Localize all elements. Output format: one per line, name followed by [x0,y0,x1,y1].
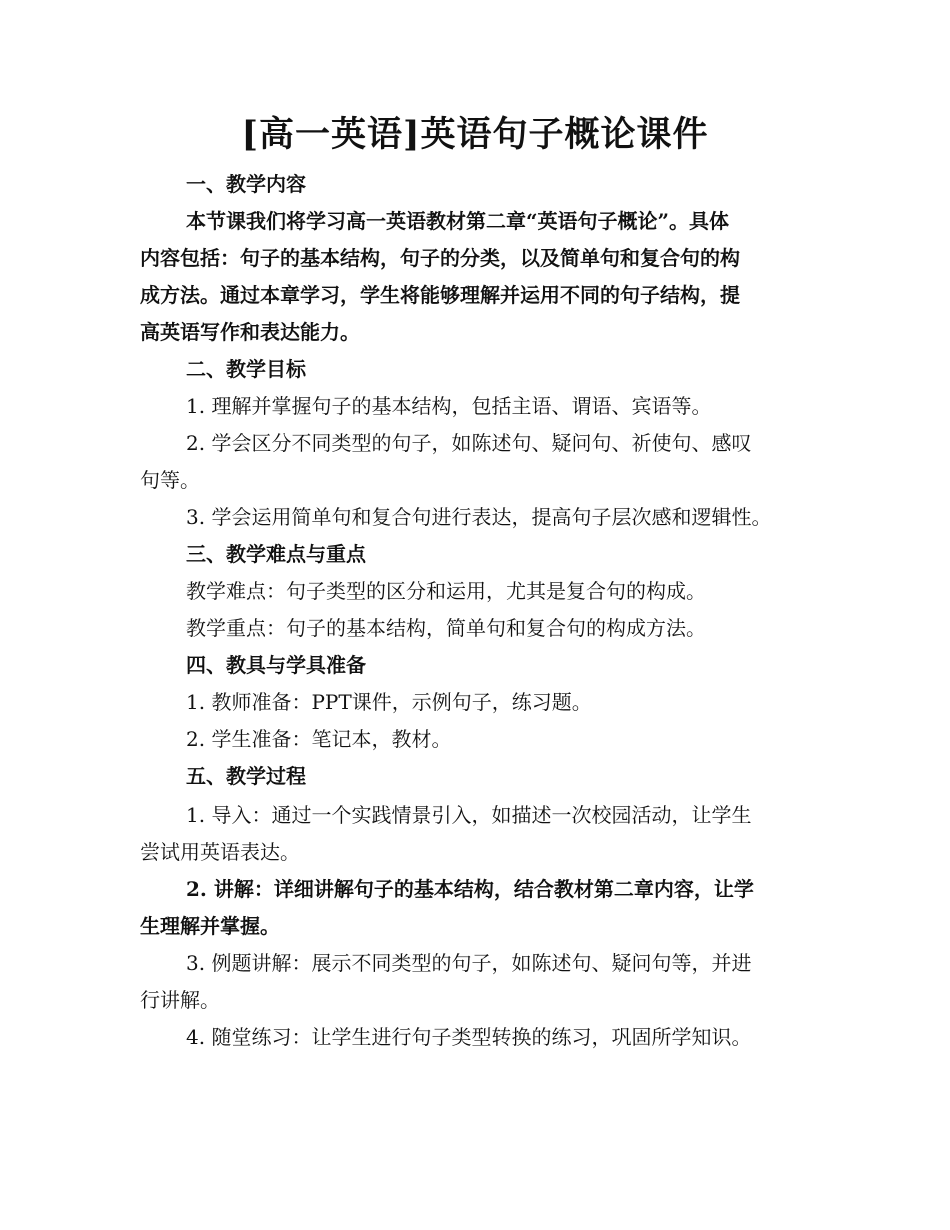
content-paragraph-line: 本节课我们将学习高一英语教材第二章“英语句子概论”。具体 [186,209,730,233]
process-item: 3. 例题讲解：展示不同类型的句子，如陈述句、疑问句等，并进 [186,951,752,975]
materials-item: 2. 学生准备：笔记本，教材。 [186,727,452,751]
section-heading-process: 五、教学过程 [186,764,306,788]
materials-item: 1. 教师准备：PPT课件，示例句子，练习题。 [186,690,592,714]
process-item: 4. 随堂练习：让学生进行句子类型转换的练习，巩固所学知识。 [186,1025,752,1049]
process-item-continued: 生理解并掌握。 [140,914,280,938]
section-heading-content: 一、教学内容 [186,172,306,196]
objective-item: 1. 理解并掌握句子的基本结构，包括主语、谓语、宾语等。 [186,394,712,418]
section-heading-difficulties: 三、教学难点与重点 [186,542,366,566]
difficulty-item: 教学难点：句子类型的区分和运用，尤其是复合句的构成。 [186,579,706,603]
document-title: [高一英语]英语句子概论课件 [241,114,709,155]
process-item-continued: 行讲解。 [140,988,220,1012]
content-paragraph-line: 成方法。通过本章学习，学生将能够理解并运用不同的句子结构，提 [140,283,740,307]
process-item: 2. 讲解：详细讲解句子的基本结构，结合教材第二章内容，让学 [186,877,754,901]
content-paragraph-line: 内容包括：句子的基本结构，句子的分类，以及简单句和复合句的构 [140,246,740,270]
section-heading-objectives: 二、教学目标 [186,357,306,381]
objective-item: 2. 学会区分不同类型的句子，如陈述句、疑问句、祈使句、感叹 [186,431,752,455]
process-item: 1. 导入：通过一个实践情景引入，如描述一次校园活动，让学生 [186,803,752,827]
key-point-item: 教学重点：句子的基本结构，简单句和复合句的构成方法。 [186,616,706,640]
objective-item: 3. 学会运用简单句和复合句进行表达，提高句子层次感和逻辑性。 [186,505,772,529]
objective-item-continued: 句等。 [140,468,200,492]
content-paragraph-line: 高英语写作和表达能力。 [140,320,360,344]
section-heading-materials: 四、教具与学具准备 [186,653,366,677]
process-item-continued: 尝试用英语表达。 [140,840,300,864]
